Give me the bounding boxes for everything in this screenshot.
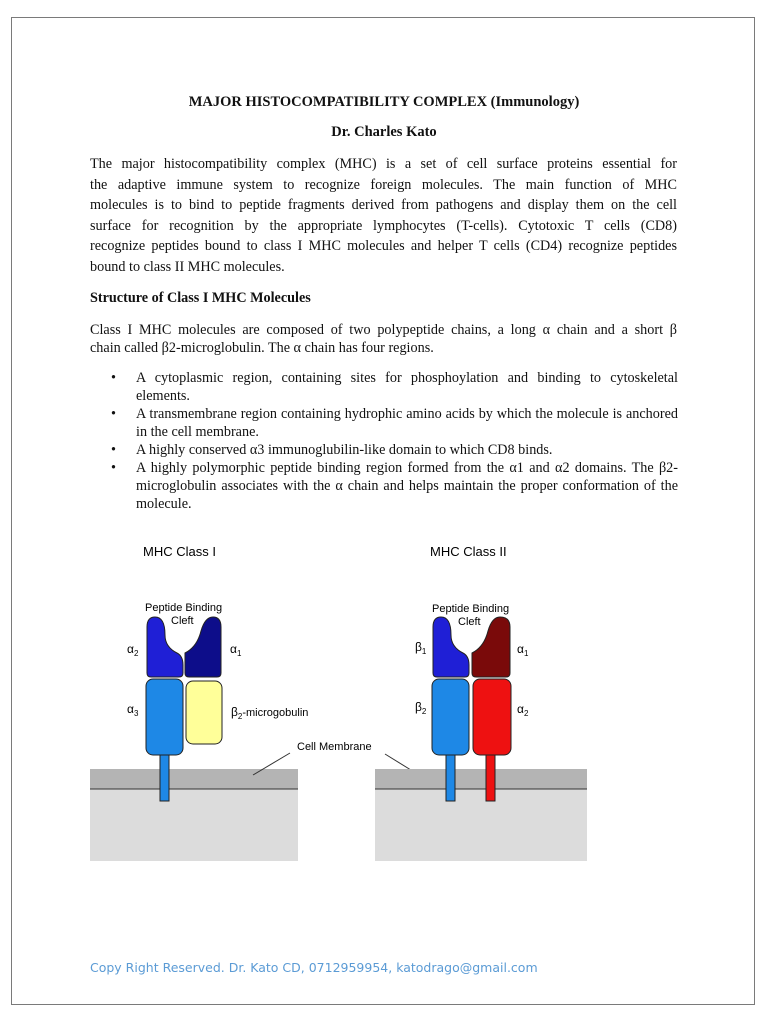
intro-line: recognize peptides bound to class I MHC molecules and helper T cells (CD4) recognize peptides xyxy=(90,238,677,254)
class1-membrane-body xyxy=(90,789,298,861)
intro-line: The major histocompatibility complex (MHC) is a set of cell surface proteins essential for xyxy=(90,156,677,172)
class2-alpha-tail xyxy=(486,755,495,801)
mhc-diagram xyxy=(85,535,595,870)
class1-title: MHC Class I xyxy=(143,544,216,559)
intro-paragraph xyxy=(90,154,677,277)
class2-alpha2-label: $\alpha_2$ xyxy=(517,702,529,718)
class2-beta-tail xyxy=(446,755,455,801)
structure-line: Class I MHC molecules are composed of two polypeptide chains, a long α chain and a short β xyxy=(90,322,677,338)
class1-peptide-label: Peptide Binding xyxy=(145,602,223,614)
class2-beta2-domain xyxy=(432,679,469,755)
section-heading: Structure of Class I MHC Molecules xyxy=(90,290,311,306)
class1-cleft-label: Cleft xyxy=(171,615,194,627)
list-item-text: A highly polymorphic peptide binding region formed from the α1 and α2 domains. The β2- microglobulin associates with the α chain and helps maintain the proper conformation of the molecule. xyxy=(136,460,678,512)
region-list xyxy=(90,369,678,513)
class2-beta2-label: $\beta_2$ xyxy=(415,700,427,716)
class2-membrane-body xyxy=(375,789,587,861)
class1-alpha1-label: $\alpha_1$ xyxy=(230,642,242,658)
class2-alpha1-label: $\alpha_1$ xyxy=(517,642,529,658)
class1-microglobulin-domain xyxy=(186,681,222,744)
document-title: MAJOR HISTOCOMPATIBILITY COMPLEX (Immunology) xyxy=(188,94,580,110)
class2-cleft-label: Cleft xyxy=(458,616,481,628)
list-item-text: A cytoplasmic region, containing sites for phosphoylation and binding to cytoskeletal elements. xyxy=(136,370,678,404)
list-item-text: A highly conserved α3 immunoglubilin-like domain to which CD8 binds. xyxy=(136,442,553,458)
list-item xyxy=(90,405,678,441)
class2-peptide-label: Peptide Binding xyxy=(432,603,510,615)
list-item xyxy=(90,459,678,513)
bullet-icon: • xyxy=(111,442,116,458)
class1-alpha2-label: $\alpha_2$ xyxy=(127,642,139,658)
intro-line: bound to class II MHC molecules. xyxy=(90,258,285,275)
class2-alpha2-domain xyxy=(473,679,511,755)
class1-alpha3-domain xyxy=(146,679,183,755)
class2-title: MHC Class II xyxy=(430,544,507,559)
class1-tail xyxy=(160,755,169,801)
class1-alpha3-label: $\alpha_3$ xyxy=(127,702,139,718)
class2-membrane-top xyxy=(375,769,587,789)
bullet-icon: • xyxy=(111,460,116,476)
list-item xyxy=(90,441,678,459)
microglobulin-label: $\beta_2$-microgobulin xyxy=(231,705,309,721)
cell-membrane-label: Cell Membrane xyxy=(297,741,372,753)
intro-line: the adaptive immune system to recognize foreign molecules. The main function of MHC xyxy=(90,176,677,193)
class2-beta1-label: $\beta_1$ xyxy=(415,640,427,656)
structure-line: chain called β2-microglobulin. The α chain has four regions. xyxy=(90,340,434,356)
list-item-text: A transmembrane region containing hydrophic amino acids by which the molecule is anchored in the cell membrane. xyxy=(136,406,678,440)
intro-line: surface for recognition by the appropriate lymphocytes (T-cells). Cytotoxic T cells (CD8) xyxy=(90,217,677,234)
copyright-footer: Copy Right Reserved. Dr. Kato CD, 0712959954, katodrago@gmail.com xyxy=(90,960,538,975)
structure-paragraph xyxy=(90,321,677,357)
class1-membrane-top xyxy=(90,769,298,789)
intro-line: molecules is to bind to peptide fragments derived from pathogens and display them on the cell xyxy=(90,197,677,213)
bullet-icon: • xyxy=(111,370,116,386)
bullet-icon: • xyxy=(111,406,116,422)
list-item xyxy=(90,369,678,405)
author-name: Dr. Charles Kato xyxy=(331,124,437,140)
